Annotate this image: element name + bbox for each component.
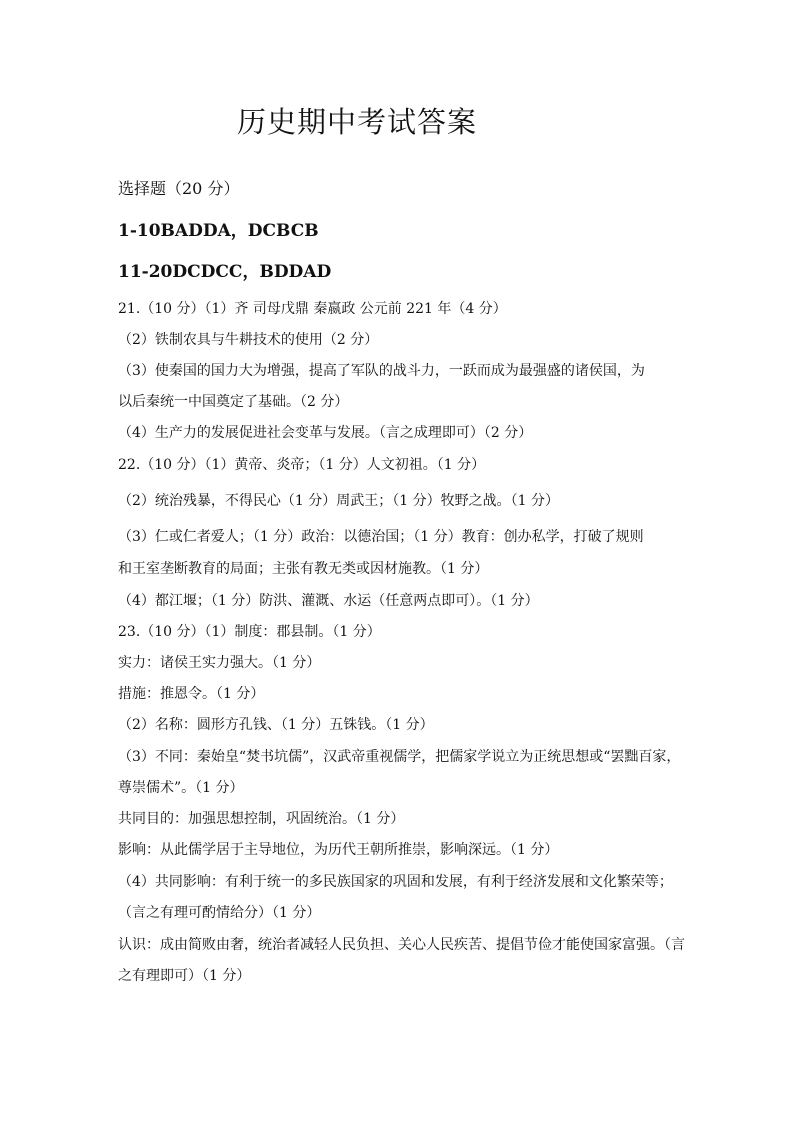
answer-line: 22.（10 分）（1）黄帝、炎帝；（1 分）人文初祖。（1 分） [118,457,486,473]
answer-line: 影响：从此儒学居于主导地位，为历代王朝所推崇，影响深远。（1 分） [118,842,559,858]
page-title: 历史期中考试答案 [237,105,478,139]
answer-line: （3）使秦国的国力大为增强，提高了军队的战斗力，一跃而成为最强盛的诸侯国，为 [118,363,645,379]
answer-line: 23.（10 分）（1）制度：郡县制。（1 分） [118,624,381,640]
answer-line: 和王室垄断教育的局面；主张有教无类或因材施教。（1 分） [118,561,489,577]
answer-line: 以后秦统一中国奠定了基础。（2 分） [118,394,349,410]
answer-line: 之有理即可）（1 分） [118,968,251,984]
answer-line: （4）共同影响：有利于统一的多民族国家的巩固和发展，有利于经济发展和文化繁荣等； [118,874,673,890]
answer-line: （言之有理可酌情给分）（1 分） [118,905,321,921]
answer-line: （4）都江堰；（1 分）防洪、灌溉、水运（任意两点即可）。（1 分） [118,593,539,609]
choice-answers-11-20: 11-20DCDCC，BDDAD [118,262,332,282]
answer-line: 共同目的：加强思想控制，巩固统治。（1 分） [118,811,405,827]
answer-line: （2）统治残暴，不得民心（1 分）周武王；（1 分）牧野之战。（1 分） [118,493,559,509]
answer-line: （2）名称：圆形方孔钱、（1 分）五铢钱。（1 分） [118,717,434,733]
choice-answers-1-10: 1-10BADDA，DCBCB [118,221,319,241]
answer-line: 措施：推恩令。（1 分） [118,686,265,702]
answer-line: （4）生产力的发展促进社会变革与发展。（言之成理即可）（2 分） [118,425,533,441]
answer-line: 21.（10 分）（1）齐 司母戊鼎 秦嬴政 公元前 221 年（4 分） [118,301,507,317]
answer-line: 认识：成由简败由奢，统治者减轻人民负担、关心人民疾苦、提倡节俭才能使国家富强。（言 [118,937,685,953]
answer-line: （3）仁或仁者爱人；（1 分）政治：以德治国；（1 分）教育：创办私学，打破了规则 [118,529,644,545]
answer-line: 尊崇儒术”。（1 分） [118,780,244,796]
answer-line: （3）不同：秦始皇“焚书坑儒”，汉武帝重视儒学，把儒家学说立为正统思想或“罢黜百家， [118,749,681,765]
section-heading-choice: 选择题（20 分） [118,179,240,198]
answer-line: 实力：诸侯王实力强大。（1 分） [118,655,321,671]
answer-line: （2）铁制农具与牛耕技术的使用（2 分） [118,332,379,348]
